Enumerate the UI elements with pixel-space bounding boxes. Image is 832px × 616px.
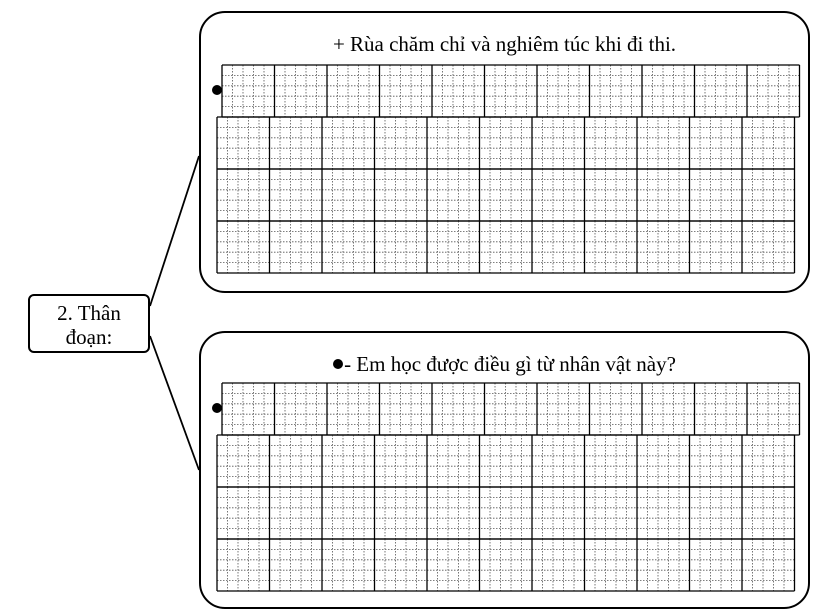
- section-label-line1: 2. Thân: [57, 301, 121, 325]
- prompt-1: [201, 32, 808, 56]
- prompt-2: [201, 352, 808, 376]
- section-label-line2: đoạn:: [65, 325, 113, 349]
- prompt-2-text: - Em học được điều gì từ nhân vật này?: [344, 352, 676, 376]
- section-label-box: [28, 294, 150, 353]
- writing-grid-1: [216, 64, 801, 274]
- writing-grid-2: [216, 382, 801, 592]
- prompt-1-text: + Rùa chăm chỉ và nghiêm túc khi đi thi.: [332, 32, 677, 56]
- prompt-2-bullet-icon: [333, 359, 343, 369]
